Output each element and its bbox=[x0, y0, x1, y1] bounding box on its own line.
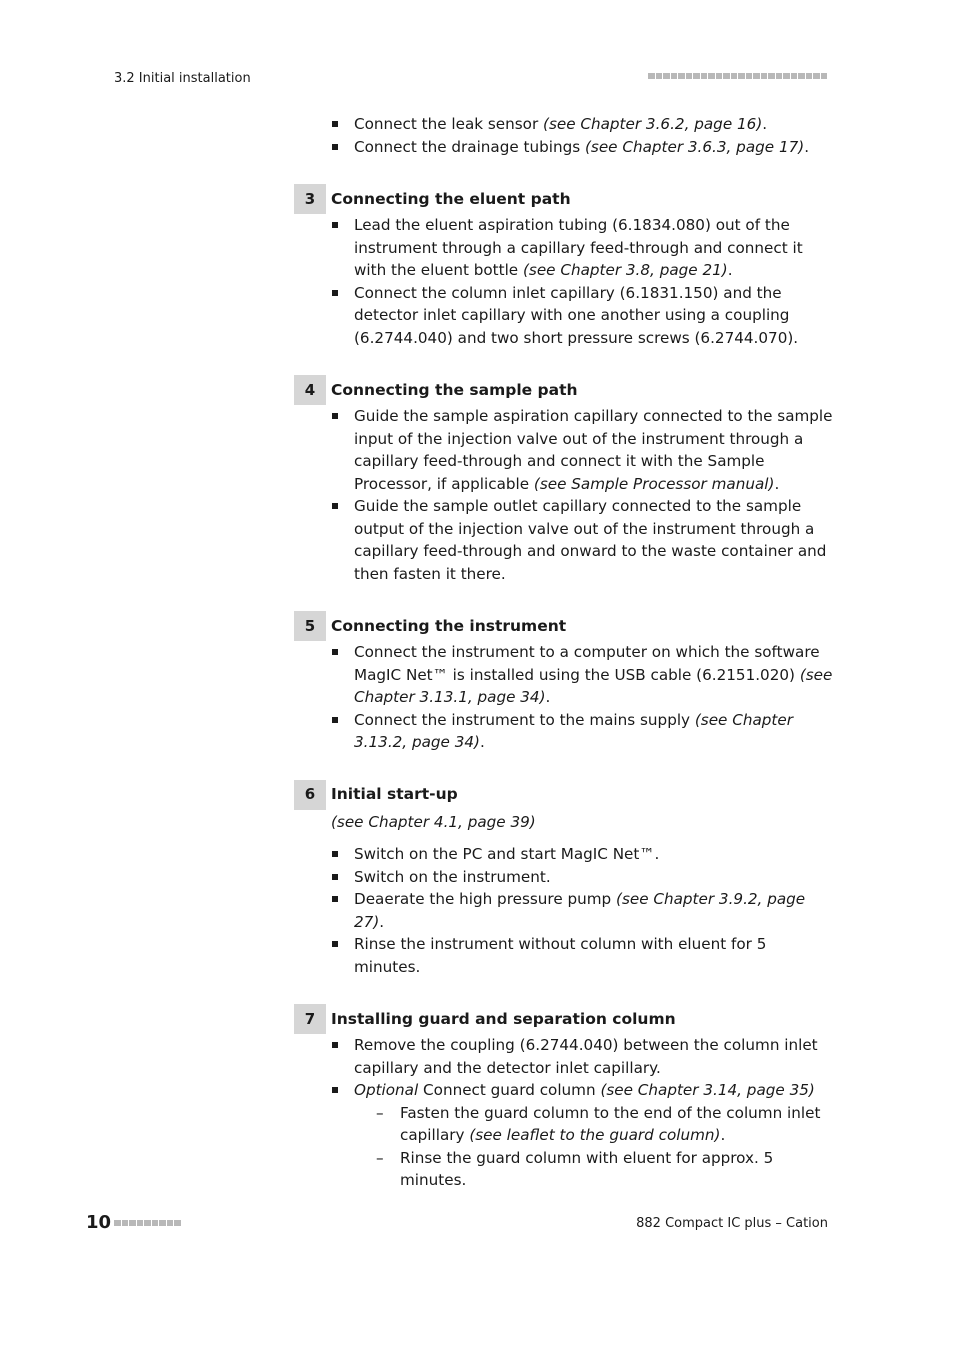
bullet-end: . bbox=[720, 1126, 726, 1144]
decoration-dot bbox=[678, 73, 685, 79]
decoration-dot bbox=[114, 1220, 121, 1226]
list-item bbox=[294, 136, 834, 159]
bullet-text: Guide the sample aspiration capillary connected to the sample input of the injection valve out of the instrument through a capillary feed-through and connect it with the Sample Processor, if applicable bbox=[354, 407, 833, 493]
decoration-dot bbox=[738, 73, 745, 79]
bullet-text: Connect the instrument to the mains supply bbox=[354, 710, 695, 729]
decoration-dot bbox=[701, 73, 708, 79]
running-header-section: 3.2 Initial installation bbox=[114, 71, 251, 86]
list-item bbox=[294, 214, 834, 282]
decoration-dot bbox=[761, 73, 768, 79]
bullet-text: Rinse the instrument without column with eluent for 5 minutes. bbox=[354, 935, 767, 976]
step-title: Connecting the eluent path bbox=[331, 189, 571, 208]
list-item bbox=[294, 405, 834, 495]
bullet-text: Connect guard column bbox=[418, 1081, 601, 1099]
cross-reference[interactable]: (see Chapter 3.9.2, page 27) bbox=[354, 890, 806, 931]
step-heading bbox=[294, 184, 834, 214]
list-item bbox=[294, 933, 834, 978]
list-item bbox=[354, 1102, 834, 1147]
step-7 bbox=[294, 1004, 834, 1192]
sub-step-list bbox=[354, 1102, 834, 1192]
step-6 bbox=[294, 780, 834, 979]
decoration-dot bbox=[686, 73, 693, 79]
step-title: Connecting the sample path bbox=[331, 380, 578, 399]
list-item bbox=[294, 888, 834, 933]
list-item bbox=[294, 1079, 834, 1192]
decoration-dot bbox=[648, 73, 655, 79]
bullet-text: Switch on the PC and start MagIC Net™. bbox=[354, 845, 660, 863]
step-bullet-list bbox=[294, 405, 834, 585]
bullet-text: Deaerate the high pressure pump bbox=[354, 890, 617, 908]
decoration-dot bbox=[144, 1220, 151, 1226]
cross-reference[interactable]: (see Chapter 4.1, page 39) bbox=[331, 812, 536, 831]
bullet-end: . bbox=[774, 474, 780, 493]
decoration-dot bbox=[693, 73, 700, 79]
bullet-end: . bbox=[479, 733, 485, 751]
step-heading bbox=[294, 375, 834, 405]
bullet-text: Connect the column inlet capillary (6.1831.150) and the detector inlet capillary with one another using a coupling (6.2744.040) and two short pressure screws (6.2744.070). bbox=[354, 283, 799, 347]
list-item bbox=[294, 1034, 834, 1079]
decoration-dot bbox=[791, 73, 798, 79]
step-bullet-list bbox=[294, 214, 834, 349]
footer-decoration-dots bbox=[114, 1220, 182, 1228]
list-item bbox=[354, 1147, 834, 1192]
decoration-dot bbox=[152, 1220, 159, 1226]
step-heading bbox=[294, 611, 834, 641]
list-item bbox=[294, 843, 834, 866]
optional-label: Optional bbox=[354, 1081, 419, 1099]
step-number-badge: 3 bbox=[294, 184, 326, 214]
step-bullet-list bbox=[294, 641, 834, 754]
decoration-dot bbox=[656, 73, 663, 79]
cross-reference[interactable]: (see Chapter 3.8, page 21) bbox=[522, 261, 728, 279]
decoration-dot bbox=[167, 1220, 174, 1226]
step-bullet-list bbox=[294, 1034, 834, 1192]
step-3 bbox=[294, 184, 834, 349]
cross-reference[interactable]: (see leaflet to the guard column) bbox=[469, 1126, 721, 1144]
page-number: 10 bbox=[86, 1212, 112, 1233]
decoration-dot bbox=[663, 73, 670, 79]
cross-reference[interactable]: (see Chapter 3.6.2, page 16) bbox=[543, 115, 763, 133]
bullet-text: Switch on the instrument. bbox=[354, 867, 551, 886]
step-reference[interactable] bbox=[294, 811, 834, 834]
decoration-dot bbox=[137, 1220, 144, 1226]
decoration-dot bbox=[731, 73, 738, 79]
cross-reference[interactable]: (see Chapter 3.13.1, page 34) bbox=[354, 665, 833, 706]
bullet-text: Connect the drainage tubings bbox=[354, 137, 585, 156]
step-title: Installing guard and separation column bbox=[331, 1009, 676, 1028]
step-bullet-list bbox=[294, 843, 834, 978]
bullet-text: Connect the leak sensor bbox=[354, 115, 544, 133]
decoration-dot bbox=[716, 73, 723, 79]
bullet-text: Remove the coupling (6.2744.040) between the column inlet capillary and the detector inlet capillary. bbox=[354, 1036, 818, 1077]
bullet-text: Guide the sample outlet capillary connected to the sample output of the injection valve out of the instrument through a capillary feed-through and onward to the waste container and then fasten it there. bbox=[354, 497, 827, 583]
list-item bbox=[294, 709, 834, 754]
step-title: Initial start-up bbox=[331, 785, 458, 804]
bullet-end: . bbox=[545, 688, 551, 706]
page-content bbox=[294, 113, 834, 1192]
list-item bbox=[294, 495, 834, 585]
decoration-dot bbox=[122, 1220, 129, 1226]
step-number-badge: 6 bbox=[294, 780, 326, 810]
decoration-dot bbox=[746, 73, 753, 79]
sub-step-text: Rinse the guard column with eluent for approx. 5 minutes. bbox=[400, 1148, 774, 1189]
step-title: Connecting the instrument bbox=[331, 616, 567, 635]
decoration-dot bbox=[783, 73, 790, 79]
intro-bullet-list bbox=[294, 113, 834, 158]
cross-reference[interactable]: (see Chapter 3.13.2, page 34) bbox=[354, 710, 793, 751]
step-number-badge: 5 bbox=[294, 611, 326, 641]
decoration-dot bbox=[723, 73, 730, 79]
decoration-dot bbox=[159, 1220, 166, 1226]
bullet-text: Lead the eluent aspiration tubing (6.1834.080) out of the instrument through a capillary feed-through and connect it with the eluent bottle bbox=[354, 216, 803, 279]
decoration-dot bbox=[813, 73, 820, 79]
cross-reference[interactable]: (see Chapter 3.14, page 35) bbox=[600, 1081, 815, 1099]
list-item bbox=[294, 641, 834, 709]
step-heading bbox=[294, 1004, 834, 1034]
header-decoration-dots bbox=[648, 73, 828, 81]
list-item bbox=[294, 282, 834, 350]
list-item bbox=[294, 113, 834, 136]
bullet-end: . bbox=[379, 912, 385, 931]
running-footer-product: 882 Compact IC plus – Cation bbox=[636, 1216, 828, 1231]
decoration-dot bbox=[174, 1220, 181, 1226]
step-number-badge: 4 bbox=[294, 375, 326, 405]
bullet-end: . bbox=[804, 137, 810, 156]
bullet-end: . bbox=[727, 261, 733, 279]
decoration-dot bbox=[753, 73, 760, 79]
bullet-text: Connect the instrument to a computer on which the software MagIC Net™ is installed using the USB cable (6.2151.020) bbox=[354, 643, 820, 684]
decoration-dot bbox=[708, 73, 715, 79]
decoration-dot bbox=[129, 1220, 136, 1226]
cross-reference[interactable]: (see Chapter 3.6.3, page 17) bbox=[584, 137, 805, 156]
decoration-dot bbox=[768, 73, 775, 79]
step-heading bbox=[294, 780, 834, 810]
cross-reference[interactable]: (see Sample Processor manual) bbox=[533, 474, 775, 493]
decoration-dot bbox=[821, 73, 828, 79]
sub-step-text: Fasten the guard column to the end of the column inlet capillary bbox=[400, 1103, 821, 1144]
list-item bbox=[294, 866, 834, 889]
step-5 bbox=[294, 611, 834, 754]
step-4 bbox=[294, 375, 834, 585]
decoration-dot bbox=[776, 73, 783, 79]
step-number-badge: 7 bbox=[294, 1004, 326, 1034]
bullet-end: . bbox=[762, 115, 768, 133]
decoration-dot bbox=[806, 73, 813, 79]
decoration-dot bbox=[798, 73, 805, 79]
decoration-dot bbox=[671, 73, 678, 79]
